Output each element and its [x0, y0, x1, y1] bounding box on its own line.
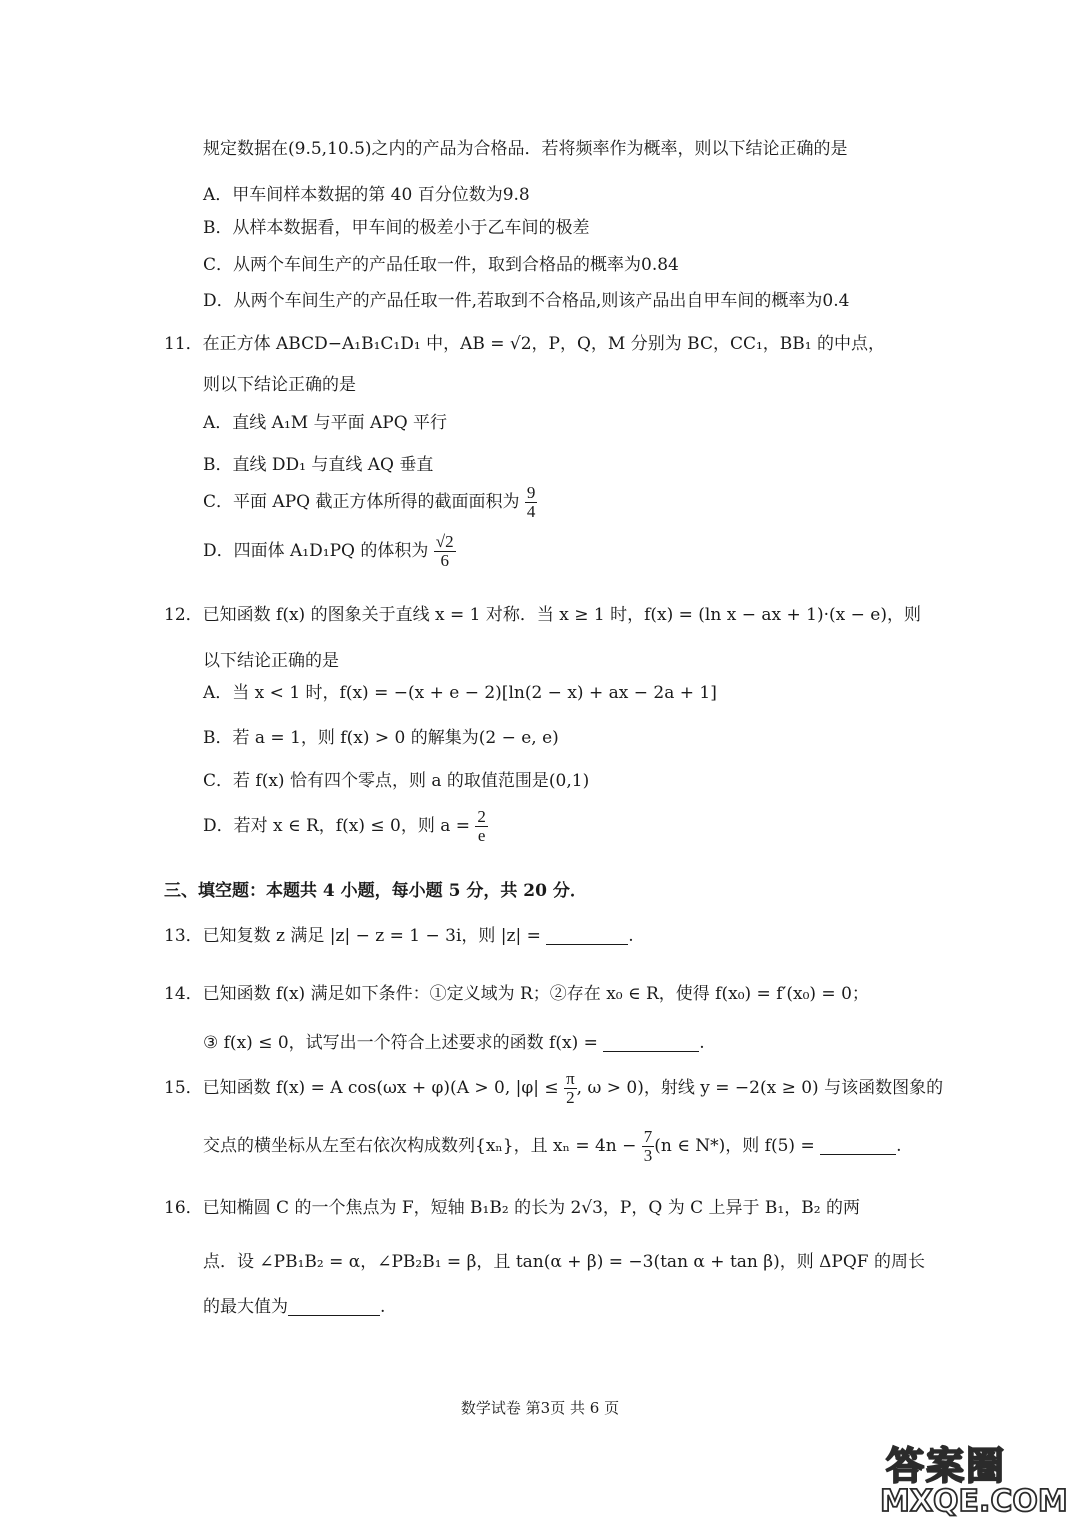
q11-stem: 11．在正方体 ABCD−A₁B₁C₁D₁ 中，AB = √2，P，Q，M 分别为 BC，CC₁，BB₁ 的中点， [164, 334, 885, 354]
q11-option-a: A．直线 A₁M 与平面 APQ 平行 [203, 413, 448, 433]
answer-blank[interactable] [546, 930, 628, 945]
q12-option-c: C．若 f(x) 恰有四个零点，则 a 的取值范围是(0,1) [203, 771, 590, 791]
answer-blank[interactable] [288, 1301, 380, 1316]
q11-option-c [203, 484, 537, 521]
q15-stem-2: 交点的横坐标从左至右依次构成数列{xₙ}，且 xₙ = 4n − $\frac{7}{3}$ (n ∈ N*)，则 f(5) = . [203, 1127, 902, 1165]
watermark-logo: 答案圈 MXQE.COM [880, 1444, 1068, 1519]
q11-option-c-text: C．平面 APQ 截正方体所得的截面面积为 [203, 491, 520, 512]
q12-stem-2: 以下结论正确的是 [203, 651, 339, 671]
q14-text: ③ f(x) ≤ 0，试写出一个符合上述要求的函数 f(x) = [203, 1033, 598, 1053]
q10-line: 规定数据在(9.5,10.5)之内的产品为合格品．若将频率作为概率，则以下结论正确的是 [203, 139, 848, 159]
section-heading: 三、填空题：本题共 4 小题，每小题 5 分，共 20 分． [164, 881, 587, 901]
fraction: $\frac{7}{3}$ [643, 1127, 653, 1165]
q16-stem-3: 的最大值为 . [203, 1297, 386, 1317]
q11-stem-2: 则以下结论正确的是 [203, 375, 356, 395]
q16-stem-2: 点．设 ∠PB₁B₂ = α，∠PB₂B₁ = β，且 tan(α + β) = −3(tan α + tan β)，则 ΔPQF 的周长 [203, 1252, 925, 1272]
q10-option-b: B．从样本数据看，甲车间的极差小于乙车间的极差 [203, 218, 590, 238]
q11-option-b: B．直线 DD₁ 与直线 AQ 垂直 [203, 455, 434, 475]
q14-stem-2: ③ f(x) ≤ 0，试写出一个符合上述要求的函数 f(x) = . [203, 1033, 705, 1053]
page-footer: 数学试卷 第3页 共 6 页 [460, 1399, 620, 1417]
q13-text: 13．已知复数 z 满足 |z| − z = 1 − 3i，则 |z| = [164, 926, 541, 946]
fraction: $\frac{9}{4}$ [526, 483, 536, 521]
q11-option-d-text: D．四面体 A₁D₁PQ 的体积为 [203, 540, 429, 561]
fraction: $\frac{\pi}{2}$ [566, 1069, 575, 1107]
q13: 13．已知复数 z 满足 |z| − z = 1 − 3i，则 |z| = . [164, 926, 634, 946]
q15-stem: 15．已知函数 f(x) = A cos(ωx + φ)(A > 0, |φ| ≤ $\frac{\pi}{2}$ , ω > 0)，射线 y = −2(x ≥ 0) 与该函数图象的 [164, 1069, 944, 1107]
q12-option-a: A．当 x < 1 时，f(x) = −(x + e − 2)[ln(2 − x) + ax − 2a + 1] [203, 683, 717, 703]
q10-option-d: D．从两个车间生产的产品任取一件,若取到不合格品,则该产品出自甲车间的概率为0.4 [203, 291, 850, 311]
fraction: $\frac{2}{e}$ [477, 807, 486, 845]
q14-stem: 14．已知函数 f(x) 满足如下条件：①定义域为 R；②存在 x₀ ∈ R，使得 f(x₀) = f′(x₀) = 0； [164, 984, 869, 1004]
q10-option-a: A．甲车间样本数据的第 40 百分位数为9.8 [203, 185, 530, 205]
answer-blank[interactable] [603, 1037, 699, 1052]
q12-stem: 12．已知函数 f(x) 的图象关于直线 x = 1 对称．当 x ≥ 1 时，f(x) = (ln x − ax + 1)·(x − e)，则 [164, 605, 921, 625]
q12-option-d-text: D．若对 x ∈ R，f(x) ≤ 0，则 a = [203, 815, 471, 836]
q11-option-d [203, 533, 456, 570]
q16-stem: 16．已知椭圆 C 的一个焦点为 F，短轴 B₁B₂ 的长为 2√3，P，Q 为 C 上异于 B₁，B₂ 的两 [164, 1198, 860, 1218]
fraction: $\frac{√2}{6}$ [435, 532, 454, 570]
q12-option-d [203, 808, 488, 845]
q12-option-b: B．若 a = 1，则 f(x) > 0 的解集为(2 − e, e) [203, 728, 559, 748]
q10-option-c: C．从两个车间生产的产品任取一件，取到合格品的概率为0.84 [203, 255, 679, 275]
answer-blank[interactable] [820, 1140, 896, 1155]
